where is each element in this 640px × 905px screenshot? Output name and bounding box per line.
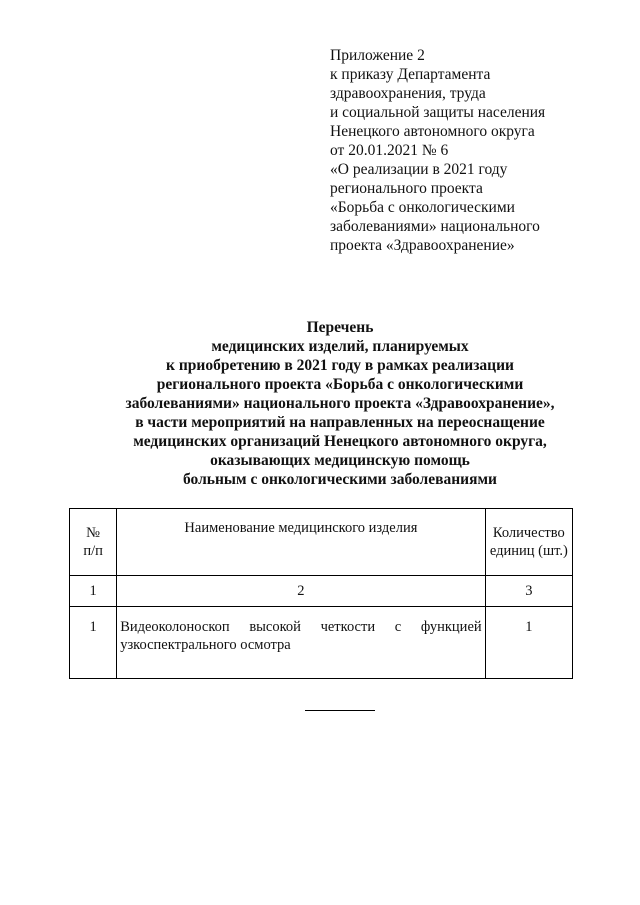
row-name-line1: Видеоколоноскоп высокой четкости с функцией [120,619,482,635]
appendix-line: Приложение 2 [330,47,425,64]
header-name: Наименование медицинского изделия [117,509,485,576]
header-num-line2: п/п [83,543,103,559]
appendix-line: «Борьба с онкологическими [330,199,515,216]
appendix-line: заболеваниями» национального [330,218,540,235]
header-qty-line1: Количество [492,525,565,541]
row-name-line2: узкоспектрального осмотра [120,637,291,653]
title-line: больным с онкологическими заболеваниями [183,471,497,488]
row-name [117,607,485,679]
title-line: медицинских изделий, планируемых [211,338,469,355]
table-row [70,607,573,679]
index-cell: 3 [485,576,572,607]
appendix-line: и социальной защиты населения [330,104,546,121]
title-line: регионального проекта «Борьба с онкологическими [156,376,524,393]
table-index-row [70,576,573,607]
appendix-line: от 20.01.2021 № 6 [330,142,449,159]
appendix-header [330,46,620,255]
title-line: медицинских организаций Ненецкого автономного округа, [133,433,547,450]
appendix-line: проекта «Здравоохранение» [330,237,515,254]
title-line: в части мероприятий на направленных на переоснащение [135,414,545,431]
title-line: заболеваниями» национального проекта «Здравоохранение», [125,395,555,412]
header-num [70,509,117,576]
appendix-line: к приказу Департамента [330,66,491,83]
header-qty [485,509,572,576]
row-qty: 1 [485,607,572,679]
document-title [60,318,620,489]
row-num: 1 [70,607,117,679]
index-cell: 2 [117,576,485,607]
appendix-line: здравоохранения, труда [330,85,486,102]
title-line: оказывающих медицинскую помощь [210,452,470,469]
header-num-line1: № [86,525,101,541]
appendix-line: Ненецкого автономного округа [330,123,535,140]
appendix-line: «О реализации в 2021 году [330,161,508,178]
title-line: к приобретению в 2021 году в рамках реализации [166,357,514,374]
index-cell: 1 [70,576,117,607]
header-qty-line2: единиц (шт.) [489,543,568,559]
closing-divider [305,710,375,711]
appendix-line: регионального проекта [330,180,483,197]
table-header-row [70,509,573,576]
title-line: Перечень [306,319,374,336]
items-table [69,508,573,679]
